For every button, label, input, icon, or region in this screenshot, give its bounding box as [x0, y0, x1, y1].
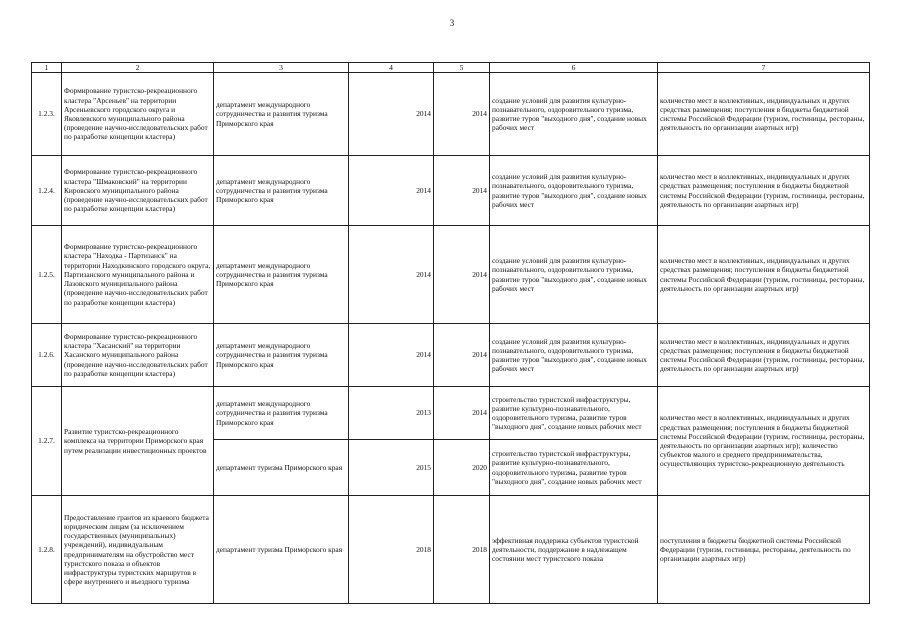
table-row	[32, 156, 870, 226]
table-row	[32, 324, 870, 387]
indicators: поступления в бюджеты бюджетной системы Российской Федерации (туризм, гостиницы, рестораны, деятельность по организации азартных игр)	[658, 496, 870, 604]
page-number: 3	[449, 18, 455, 28]
end-year: 2014	[434, 226, 490, 324]
table-row	[32, 387, 870, 440]
indicators: количество мест в коллективных, индивидуальных и других средствах размещения; поступления в бюджеты бюджетной системы Российской Федерации (туризм, гостиницы, рестораны, деятельность по организации азартных игр)	[658, 324, 870, 387]
end-year: 2018	[434, 496, 490, 604]
column-header: 2	[62, 63, 214, 73]
measure-name: Предоставление грантов из краевого бюджета юридическим лицам (за исключением государственных (муниципальных) учреждений), индивидуальным предпринимателям на обустройство мест туристского показа и объектов инфраструктуры туристских маршрутов в сфере внутреннего и въездного туризма	[62, 496, 214, 604]
measure-name: Формирование туристско-рекреационного кластера "Шмаковский" на территории Кировского муниципального района (проведение научно-исследовательских работ по разработке концепции кластера)	[62, 156, 214, 226]
row-number: 1.2.6.	[32, 324, 62, 387]
measures-table	[31, 62, 870, 604]
indicators: количество мест в коллективных, индивидуальных и других средствах размещения; поступления в бюджеты бюджетной системы Российской Федерации (туризм, гостиницы, рестораны, деятельность по организации азартных игр)	[658, 226, 870, 324]
executor: департамент международного сотрудничества и развития туризма Приморского края	[214, 156, 349, 226]
executor: департамент международного сотрудничества и развития туризма Приморского края	[214, 324, 349, 387]
column-header: 7	[658, 63, 870, 73]
indicators: количество мест в коллективных, индивидуальных и других средствах размещения; поступления в бюджеты бюджетной системы Российской Федерации (туризм, гостиницы, рестораны, деятельность по организации азартных игр)	[658, 156, 870, 226]
expected-result: создание условий для развития культурно-познавательного, оздоровительного туризма, развитие туров "выходного дня", создание новых рабочих мест	[490, 73, 658, 156]
start-year: 2013	[349, 387, 434, 440]
table-row	[32, 226, 870, 324]
table-row	[32, 496, 870, 604]
indicators: количество мест в коллективных, индивидуальных и других средствах размещения; поступления в бюджеты бюджетной системы Российской Федерации (туризм, гостиницы, рестораны, деятельность по организации азартных игр)	[658, 73, 870, 156]
end-year: 2014	[434, 156, 490, 226]
start-year: 2014	[349, 324, 434, 387]
start-year: 2014	[349, 226, 434, 324]
column-header: 6	[490, 63, 658, 73]
measure-name: Формирование туристско-рекреационного кластера "Хасанский" на территории Хасанского муниципального района (проведение научно-исследовательских работ по разработке концепции кластера)	[62, 324, 214, 387]
end-year: 2020	[434, 440, 490, 496]
measure-name: Формирование туристско-рекреационного кластера "Арсеньев" на территории Арсеньевского городского округа и Яковлевского муниципального района (проведение научно-исследовательских работ по разработке концепции кластера)	[62, 73, 214, 156]
table-row	[32, 73, 870, 156]
expected-result: строительство туристской инфраструктуры, развитие культурно-познавательного, оздоровительного туризма, развитие туров "выходного дня", создание новых рабочих мест	[490, 440, 658, 496]
measure-name: Развитие туристско-рекреационного комплекса на территории Приморского края путем реализации инвестиционных проектов	[62, 387, 214, 496]
column-header: 4	[349, 63, 434, 73]
expected-result: создание условий для развития культурно-познавательного, оздоровительного туризма, развитие туров "выходного дня", создание новых рабочих мест	[490, 156, 658, 226]
expected-result: строительство туристской инфраструктуры, развитие культурно-познавательного, оздоровительного туризма, развитие туров "выходного дня", создание новых рабочих мест	[490, 387, 658, 440]
executor: департамент международного сотрудничества и развития туризма Приморского края	[214, 387, 349, 440]
expected-result: создание условий для развития культурно-познавательного, оздоровительного туризма, развитие туров "выходного дня", создание новых рабочих мест	[490, 226, 658, 324]
executor: департамент международного сотрудничества и развития туризма Приморского края	[214, 73, 349, 156]
executor: департамент туризма Приморского края	[214, 496, 349, 604]
start-year: 2014	[349, 156, 434, 226]
row-number: 1.2.3.	[32, 73, 62, 156]
row-number: 1.2.8.	[32, 496, 62, 604]
start-year: 2015	[349, 440, 434, 496]
indicators: количество мест в коллективных, индивидуальных и других средствах размещения; поступления в бюджеты бюджетной системы Российской Федерации (туризм, гостиницы, рестораны, деятельность по организации азартных игр); количество субъектов малого и среднего предпринимательства, осуществляющих туристско-рекреационную деятельность	[658, 387, 870, 496]
table-header-row	[32, 63, 870, 73]
row-number: 1.2.5.	[32, 226, 62, 324]
column-header: 3	[214, 63, 349, 73]
expected-result: эффективная поддержка субъектов туристской деятельности, поддержание в надлежащем состоянии мест туристского показа	[490, 496, 658, 604]
end-year: 2014	[434, 73, 490, 156]
executor: департамент туризма Приморского края	[214, 440, 349, 496]
column-header: 5	[434, 63, 490, 73]
end-year: 2014	[434, 324, 490, 387]
start-year: 2018	[349, 496, 434, 604]
expected-result: создание условий для развития культурно-познавательного, оздоровительного туризма, развитие туров "выходного дня", создание новых рабочих мест	[490, 324, 658, 387]
row-number: 1.2.7.	[32, 387, 62, 496]
end-year: 2014	[434, 387, 490, 440]
start-year: 2014	[349, 73, 434, 156]
measure-name: Формирование туристско-рекреационного кластера "Находка - Партизанск" на территории Находкинского городского округа, Партизанского муниципального района и Лазовского муниципального района (проведение научно-исследовательских работ по разработке концепции кластера)	[62, 226, 214, 324]
row-number: 1.2.4.	[32, 156, 62, 226]
column-header: 1	[32, 63, 62, 73]
executor: департамент международного сотрудничества и развития туризма Приморского края	[214, 226, 349, 324]
